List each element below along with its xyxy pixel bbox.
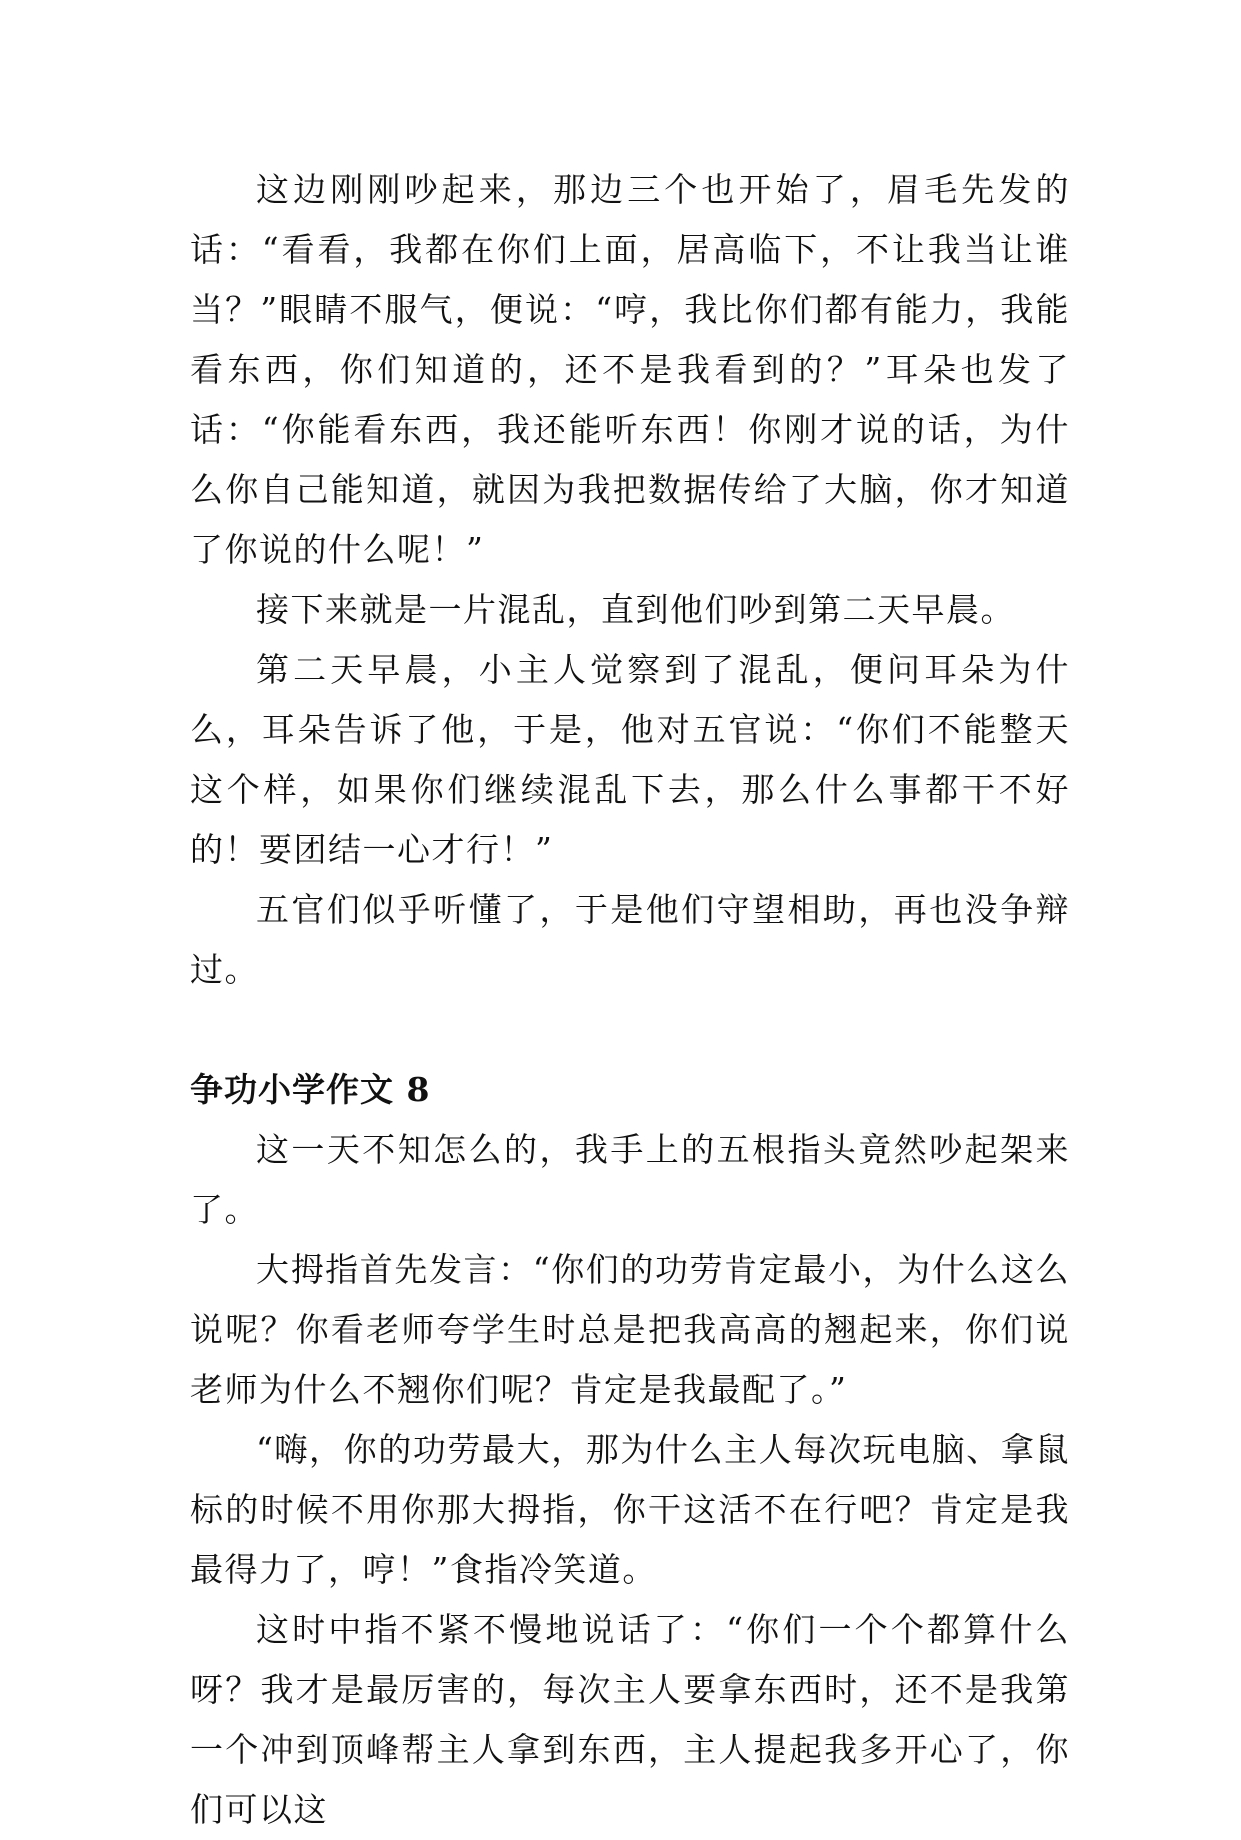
- paragraph: 大拇指首先发言：“你们的功劳肯定最小，为什么这么说呢？你看老师夸学生时总是把我高高的翘起来，你们说老师为什么不翘你们呢？肯定是我最配了。”: [190, 1250, 1070, 1409]
- section-title: 争功小学作文 8: [190, 1070, 431, 1109]
- paragraph: 这边刚刚吵起来，那边三个也开始了，眉毛先发的话：“看看，我都在你们上面，居高临下，不让我当让谁当？”眼睛不服气，便说：“哼，我比你们都有能力，我能看东西，你们知道的，还不是我看到的？”耳朵也发了话：“你能看东西，我还能听东西！你刚才说的话，为什么你自己能知道，就因为我把数据传给了大脑，你才知道了你说的什么呢！”: [190, 170, 1070, 569]
- paragraph: 这一天不知怎么的，我手上的五根指头竟然吵起架来了。: [190, 1130, 1070, 1229]
- section-spacer: [190, 1000, 1070, 1060]
- paragraph: 第二天早晨，小主人觉察到了混乱，便问耳朵为什么，耳朵告诉了他，于是，他对五官说：“你们不能整天这个样，如果你们继续混乱下去，那么什么事都干不好的！要团结一心才行！”: [190, 650, 1070, 869]
- paragraph: 这时中指不紧不慢地说话了：“你们一个个都算什么呀？我才是最厉害的，每次主人要拿东西时，还不是我第一个冲到顶峰帮主人拿到东西，主人提起我多开心了，你们可以这: [190, 1610, 1070, 1829]
- paragraph: 五官们似乎听懂了，于是他们守望相助，再也没争辩过。: [190, 890, 1070, 989]
- paragraph: 接下来就是一片混乱，直到他们吵到第二天早晨。: [256, 590, 1015, 629]
- paragraph: “嗨，你的功劳最大，那为什么主人每次玩电脑、拿鼠标的时候不用你那大拇指，你干这活不在行吧？肯定是我最得力了，哼！”食指冷笑道。: [190, 1430, 1070, 1589]
- document-body: [190, 160, 1070, 1840]
